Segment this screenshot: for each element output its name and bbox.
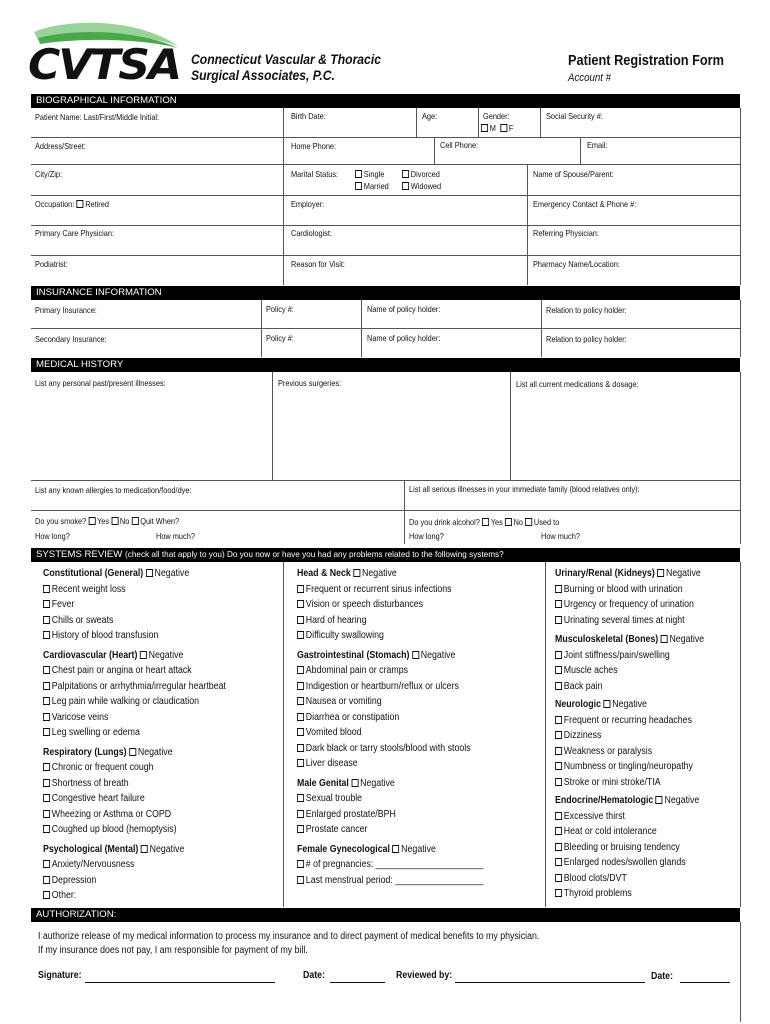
item-checkbox[interactable] (43, 713, 50, 721)
item-label: Depression (51, 874, 97, 886)
negative-checkbox[interactable] (141, 845, 148, 853)
systems-group-title: Constitutional (General) (43, 568, 144, 579)
systems-group-title: Urinary/Renal (Kidneys) (555, 568, 655, 579)
systems-item[interactable] (43, 681, 226, 692)
surgeries-field[interactable]: Previous surgeries: (278, 378, 342, 388)
smoke-yes-label: Yes (97, 516, 110, 526)
item-label: Anxiety/Nervousness (51, 859, 135, 870)
occupation-label: Occupation: (35, 199, 75, 209)
systems-item[interactable] (555, 857, 686, 868)
marital-widowed[interactable] (402, 181, 441, 191)
systems-item[interactable] (555, 650, 670, 661)
systems-group-urinary-renal-kidneys (555, 568, 701, 579)
item-checkbox[interactable] (43, 779, 50, 787)
systems-item[interactable] (43, 584, 126, 595)
systems-item[interactable] (43, 696, 199, 707)
negative-checkbox[interactable] (392, 845, 399, 853)
systems-item[interactable] (297, 615, 366, 626)
alcohol-row (409, 517, 559, 527)
systems-group-title: Respiratory (Lungs) (43, 746, 127, 758)
smoke-no-label: No (119, 516, 130, 526)
item-checkbox[interactable] (555, 731, 562, 739)
divorced-label: Divorced (410, 169, 440, 179)
alcohol-no-label: No (513, 517, 524, 527)
item-label: Hard of hearing (305, 614, 367, 626)
alcohol-label: Do you drink alcohol? (409, 517, 480, 527)
item-label: Fever (51, 599, 75, 610)
systems-section-bar (31, 548, 740, 562)
item-label: # of pregnancies: ______________________ (305, 859, 484, 870)
negative-label: Negative (612, 699, 647, 710)
systems-subtitle: (check all that apply to you) Do you now or have you had any problems related to the following systems? (125, 550, 504, 559)
systems-item[interactable] (555, 730, 601, 741)
referring-field[interactable]: Referring Physician: (533, 228, 599, 238)
alcohol-how-much-field[interactable]: How much? (541, 531, 580, 541)
systems-item[interactable] (297, 681, 459, 692)
auth-text-line2: If my insurance does not pay, I am responsible for payment of my bill. (38, 945, 308, 956)
smoke-quit-label: Quit When? (140, 516, 180, 526)
primary-insurance-field[interactable]: Primary Insurance: (35, 305, 97, 315)
item-checkbox[interactable] (555, 585, 562, 593)
gender-m-label: M (489, 123, 496, 133)
secondary-policy-field[interactable]: Policy #: (266, 333, 294, 343)
negative-label: Negative (154, 568, 190, 579)
item-label: Joint stiffness/pain/swelling (563, 649, 670, 661)
item-checkbox[interactable] (43, 810, 50, 818)
item-checkbox[interactable] (555, 616, 562, 624)
systems-item[interactable] (43, 809, 171, 820)
systems-item[interactable] (555, 681, 602, 692)
reviewed-by-label: Reviewed by: (396, 970, 453, 981)
item-checkbox[interactable] (297, 713, 304, 721)
item-checkbox[interactable] (43, 794, 50, 802)
date2-line[interactable] (680, 982, 730, 983)
item-label: Frequent or recurring headaches (563, 714, 692, 726)
home-phone-field[interactable]: Home Phone: (291, 141, 337, 151)
marital-single[interactable] (355, 169, 384, 179)
systems-group-psychological-mental (43, 844, 184, 855)
systems-item[interactable] (555, 888, 632, 899)
item-label: Coughed up blood (hemoptysis) (51, 824, 177, 835)
smoke-quit-checkbox[interactable] (131, 517, 138, 525)
item-checkbox[interactable] (555, 843, 562, 851)
systems-group-female-gynecological (297, 844, 436, 855)
item-label: History of blood transfusion (51, 630, 159, 641)
item-checkbox[interactable] (555, 778, 562, 786)
alcohol-used-to-checkbox[interactable] (525, 518, 532, 526)
item-checkbox[interactable] (555, 716, 562, 724)
systems-item[interactable] (297, 665, 408, 676)
item-label: Muscle aches (563, 665, 618, 676)
married-checkbox[interactable] (355, 182, 362, 190)
systems-item[interactable] (43, 599, 74, 610)
item-checkbox[interactable] (297, 631, 304, 639)
systems-group-musculoskeletal-bones (555, 634, 704, 645)
address-field[interactable]: Address/Street: (35, 141, 86, 151)
logo-text: CVTSA (28, 40, 180, 89)
company-line1: Connecticut Vascular & Thoracic (191, 52, 381, 67)
item-checkbox[interactable] (43, 682, 50, 690)
negative-label: Negative (669, 634, 705, 645)
systems-item[interactable] (555, 599, 694, 610)
negative-label: Negative (664, 795, 700, 806)
item-label: Wheezing or Asthma or COPD (51, 808, 172, 820)
marital-divorced[interactable] (402, 169, 440, 179)
systems-item[interactable] (43, 630, 158, 641)
alcohol-how-long-field[interactable]: How long? (409, 531, 444, 541)
secondary-relation-field[interactable]: Relation to policy holder: (546, 334, 627, 344)
item-label: Diarrhea or constipation (305, 711, 400, 723)
age-field[interactable]: Age: (422, 111, 438, 121)
widowed-checkbox[interactable] (402, 182, 409, 190)
item-label: Frequent or recurrent sinus infections (305, 583, 452, 595)
item-checkbox[interactable] (555, 812, 562, 820)
item-label: Prostate cancer (305, 824, 368, 835)
systems-item[interactable] (297, 859, 483, 870)
item-checkbox[interactable] (555, 600, 562, 608)
systems-item[interactable] (555, 761, 693, 772)
item-checkbox[interactable] (555, 858, 562, 866)
item-label: Nausea or vomiting (305, 696, 382, 707)
item-checkbox[interactable] (43, 616, 50, 624)
item-checkbox[interactable] (297, 728, 304, 736)
systems-item[interactable] (555, 746, 652, 757)
allergies-field[interactable]: List any known allergies to medication/food/dye: (35, 485, 192, 495)
smoke-no-checkbox[interactable] (111, 517, 118, 525)
item-label: Indigestion or heartburn/reflux or ulcers (305, 680, 459, 692)
item-checkbox[interactable] (555, 889, 562, 897)
item-checkbox[interactable] (43, 876, 50, 884)
married-label: Married (363, 181, 389, 191)
systems-group-male-genital (297, 778, 395, 789)
item-checkbox[interactable] (43, 763, 50, 771)
single-label: Single (363, 169, 385, 179)
single-checkbox[interactable] (355, 170, 362, 178)
item-checkbox[interactable] (297, 600, 304, 608)
item-label: Leg pain while walking or claudication (51, 696, 200, 707)
item-checkbox[interactable] (555, 762, 562, 770)
negative-label: Negative (401, 843, 436, 855)
alcohol-used-to-label: Used to (533, 517, 560, 527)
item-label: Vomited blood (305, 727, 362, 738)
item-checkbox[interactable] (43, 666, 50, 674)
negative-label: Negative (149, 843, 185, 855)
item-label: Recent weight loss (51, 583, 126, 595)
negative-checkbox[interactable] (661, 635, 668, 643)
systems-item[interactable] (555, 842, 680, 853)
spouse-field[interactable]: Name of Spouse/Parent: (533, 169, 614, 179)
podiatrist-field[interactable]: Podiatrist: (35, 259, 68, 269)
negative-label: Negative (362, 568, 397, 579)
company-name (191, 52, 402, 83)
negative-checkbox[interactable] (351, 779, 358, 787)
item-checkbox[interactable] (43, 585, 50, 593)
item-label: Difficulty swallowing (305, 630, 384, 641)
item-label: Heat or cold intolerance (563, 826, 657, 837)
systems-group-title: Neurologic (555, 699, 601, 710)
negative-checkbox[interactable] (140, 651, 147, 659)
systems-group-title: Endocrine/Hematologic (555, 795, 654, 806)
systems-item[interactable] (43, 890, 76, 901)
negative-label: Negative (137, 746, 173, 758)
systems-group-title: Gastrointestinal (Stomach) (297, 649, 410, 661)
smoke-label: Do you smoke? (35, 516, 87, 526)
item-label: Numbness or tingling/neuropathy (563, 761, 693, 772)
smoke-row (35, 516, 179, 526)
item-checkbox[interactable] (297, 682, 304, 690)
item-checkbox[interactable] (555, 682, 562, 690)
auth-section-bar: AUTHORIZATION: (31, 908, 740, 922)
item-label: Liver disease (305, 758, 358, 769)
birth-date-field[interactable]: Birth Date: (291, 111, 326, 121)
systems-item[interactable] (297, 809, 396, 820)
gender-m-checkbox[interactable] (481, 124, 488, 132)
item-label: Enlarged prostate/BPH (305, 808, 396, 820)
gender-f-label: F (508, 123, 514, 133)
item-checkbox[interactable] (297, 825, 304, 833)
item-checkbox[interactable] (297, 810, 304, 818)
item-label: Blood clots/DVT (563, 872, 627, 884)
systems-item[interactable] (555, 615, 685, 626)
item-label: Chills or sweats (51, 614, 114, 626)
item-label: Enlarged nodes/swollen glands (563, 857, 686, 868)
cell-phone-field[interactable]: Cell Phone: (440, 140, 479, 150)
systems-group-constitutional-general (43, 568, 189, 579)
item-checkbox[interactable] (43, 825, 50, 833)
item-checkbox[interactable] (555, 747, 562, 755)
reviewed-by-line[interactable] (455, 982, 645, 983)
negative-label: Negative (360, 777, 395, 789)
auth-text-line1: I authorize release of my medical information to process my insurance and to direct payment of medical benefits to my physician. (38, 931, 540, 942)
systems-item[interactable] (297, 743, 471, 754)
pcp-field[interactable]: Primary Care Physician: (35, 228, 115, 238)
item-checkbox[interactable] (43, 728, 50, 736)
item-label: Shortness of breath (51, 777, 129, 789)
systems-item[interactable] (555, 826, 657, 837)
item-checkbox[interactable] (43, 697, 50, 705)
gender-options (481, 123, 513, 133)
secondary-insurance-field[interactable]: Secondary Insurance: (35, 334, 107, 344)
item-label: Chest pain or angina or heart attack (51, 665, 192, 676)
negative-checkbox[interactable] (129, 748, 136, 756)
secondary-holder-field[interactable]: Name of policy holder: (367, 333, 441, 343)
widowed-label: Widowed (410, 181, 442, 191)
systems-item[interactable] (555, 665, 618, 676)
systems-title: SYSTEMS REVIEW (36, 549, 123, 560)
item-label: Palpitations or arrhythmia/irregular heartbeat (51, 680, 226, 692)
account-label: Account # (568, 72, 612, 84)
item-checkbox[interactable] (43, 631, 50, 639)
divorced-checkbox[interactable] (402, 170, 409, 178)
item-checkbox[interactable] (555, 827, 562, 835)
item-label: Stroke or mini stroke/TIA (563, 776, 661, 788)
systems-item[interactable] (43, 778, 129, 789)
item-label: Varicose veins (51, 711, 109, 723)
negative-label: Negative (420, 649, 456, 661)
alcohol-no-checkbox[interactable] (505, 518, 512, 526)
systems-item[interactable] (43, 859, 134, 870)
alcohol-yes-checkbox[interactable] (482, 518, 489, 526)
systems-item[interactable] (43, 762, 154, 773)
systems-item[interactable] (297, 630, 384, 641)
date-line[interactable] (330, 982, 385, 983)
systems-group-neurologic (555, 699, 647, 710)
systems-item[interactable] (43, 824, 177, 835)
negative-checkbox[interactable] (603, 700, 610, 708)
item-checkbox[interactable] (555, 666, 562, 674)
item-label: Excessive thirst (563, 810, 625, 822)
item-label: Abdominal pain or cramps (305, 665, 409, 676)
item-label: Bleeding or bruising tendency (563, 841, 680, 853)
negative-checkbox[interactable] (146, 569, 153, 577)
systems-item[interactable] (297, 824, 367, 835)
systems-group-title: Female Gynecological (297, 843, 390, 855)
systems-group-title: Cardiovascular (Heart) (43, 649, 138, 661)
negative-checkbox[interactable] (353, 569, 360, 577)
item-label: Back pain (563, 680, 603, 692)
primary-holder-field[interactable]: Name of policy holder: (367, 304, 441, 314)
systems-item[interactable] (297, 758, 358, 769)
item-label: Vision or speech disturbances (305, 599, 424, 610)
item-label: Chronic or frequent cough (51, 762, 154, 773)
systems-group-title: Psychological (Mental) (43, 843, 139, 855)
item-label: Other: (51, 890, 77, 901)
logo (28, 18, 188, 88)
item-label: Weakness or paralysis (563, 745, 653, 757)
item-label: Sexual trouble (305, 793, 363, 804)
bio-section-bar: BIOGRAPHICAL INFORMATION (31, 94, 740, 108)
item-checkbox[interactable] (555, 651, 562, 659)
medications-field[interactable]: List all current medications & dosage: (516, 379, 639, 389)
negative-checkbox[interactable] (657, 569, 664, 577)
systems-item[interactable] (297, 793, 362, 804)
systems-item[interactable] (297, 727, 362, 738)
item-label: Congestive heart failure (51, 793, 145, 804)
primary-relation-field[interactable]: Relation to policy holder: (546, 305, 627, 315)
primary-policy-field[interactable]: Policy #: (266, 304, 294, 314)
pharmacy-field[interactable]: Pharmacy Name/Location: (533, 259, 620, 269)
item-checkbox[interactable] (297, 759, 304, 767)
systems-item[interactable] (43, 615, 113, 626)
reason-field[interactable]: Reason for Visit: (291, 259, 345, 269)
systems-group-respiratory-lungs (43, 747, 173, 758)
medical-section-bar: MEDICAL HISTORY (31, 358, 740, 372)
item-label: Dark black or tarry stools/blood with stools (305, 742, 471, 754)
negative-label: Negative (666, 568, 701, 579)
systems-item[interactable] (43, 665, 192, 676)
item-checkbox[interactable] (297, 794, 304, 802)
insurance-section-bar: INSURANCE INFORMATION (31, 286, 740, 300)
item-checkbox[interactable] (43, 891, 50, 899)
item-label: Urgency or frequency of urination (563, 599, 694, 610)
item-checkbox[interactable] (43, 860, 50, 868)
ssn-field[interactable]: Social Security #: (546, 111, 603, 121)
systems-item[interactable] (43, 875, 96, 886)
item-label: Leg swelling or edema (51, 727, 140, 738)
item-checkbox[interactable] (297, 876, 304, 884)
negative-checkbox[interactable] (412, 651, 419, 659)
date2-label: Date: (651, 971, 674, 982)
systems-item[interactable] (43, 793, 145, 804)
systems-item[interactable] (555, 811, 625, 822)
marital-label: Marital Status: (291, 169, 339, 179)
systems-item[interactable] (297, 584, 452, 595)
retired-checkbox[interactable] (76, 200, 83, 208)
date-label: Date: (303, 970, 326, 981)
systems-item[interactable] (297, 712, 399, 723)
city-zip-field[interactable]: City/Zip: (35, 169, 63, 179)
occupation-field[interactable] (35, 199, 109, 209)
alcohol-yes-label: Yes (490, 517, 503, 527)
systems-group-title: Head & Neck (297, 568, 351, 579)
systems-item[interactable] (555, 584, 683, 595)
systems-item[interactable] (297, 875, 483, 886)
patient-name-field[interactable]: Patient Name: Last/First/Middle Initial: (35, 112, 160, 122)
systems-item[interactable] (43, 712, 108, 723)
gender-f-checkbox[interactable] (500, 124, 507, 132)
retired-label: Retired (85, 199, 109, 209)
negative-label: Negative (148, 649, 184, 661)
item-checkbox[interactable] (297, 616, 304, 624)
item-label: Burning or blood with urination (563, 583, 683, 595)
item-label: Dizziness (563, 730, 602, 741)
item-checkbox[interactable] (297, 585, 304, 593)
systems-group-gastrointestinal-stomach (297, 650, 455, 661)
marital-married[interactable] (355, 181, 389, 191)
systems-group-title: Musculoskeletal (Bones) (555, 634, 659, 645)
negative-checkbox[interactable] (656, 796, 663, 804)
smoke-how-much-field[interactable]: How much? (156, 531, 195, 541)
systems-item[interactable] (297, 696, 382, 707)
cardiologist-field[interactable]: Cardiologist: (291, 228, 332, 238)
item-checkbox[interactable] (297, 860, 304, 868)
email-field[interactable]: Email: (587, 140, 608, 150)
item-label: Thyroid problems (563, 888, 632, 899)
family-illness-field[interactable]: List all serious illnesses in your immediate family (blood relatives only): (409, 484, 640, 494)
systems-item[interactable] (555, 873, 627, 884)
systems-group-head-neck (297, 568, 397, 579)
item-label: Last menstrual period: __________________ (305, 874, 484, 886)
item-checkbox[interactable] (43, 600, 50, 608)
item-checkbox[interactable] (297, 744, 304, 752)
systems-item[interactable] (555, 715, 692, 726)
signature-line[interactable] (85, 982, 275, 983)
company-line2: Surgical Associates, P.C. (191, 68, 335, 83)
form-title: Patient Registration Form (568, 53, 724, 69)
smoke-yes-checkbox[interactable] (88, 517, 95, 525)
employer-field[interactable]: Employer: (291, 199, 325, 209)
illnesses-field[interactable]: List any personal past/present illnesses: (35, 378, 166, 388)
systems-group-endocrine-hematologic (555, 795, 699, 806)
smoke-how-long-field[interactable]: How long? (35, 531, 70, 541)
gender-label: Gender: (483, 111, 510, 121)
systems-group-cardiovascular-heart (43, 650, 183, 661)
item-checkbox[interactable] (297, 697, 304, 705)
systems-group-title: Male Genital (297, 777, 349, 789)
systems-item[interactable] (43, 727, 140, 738)
item-label: Urinating several times at night (563, 614, 685, 626)
systems-item[interactable] (297, 599, 423, 610)
item-checkbox[interactable] (297, 666, 304, 674)
signature-label: Signature: (38, 970, 82, 981)
systems-item[interactable] (555, 777, 661, 788)
item-checkbox[interactable] (555, 874, 562, 882)
emergency-contact-field[interactable]: Emergency Contact & Phone #: (533, 199, 637, 209)
